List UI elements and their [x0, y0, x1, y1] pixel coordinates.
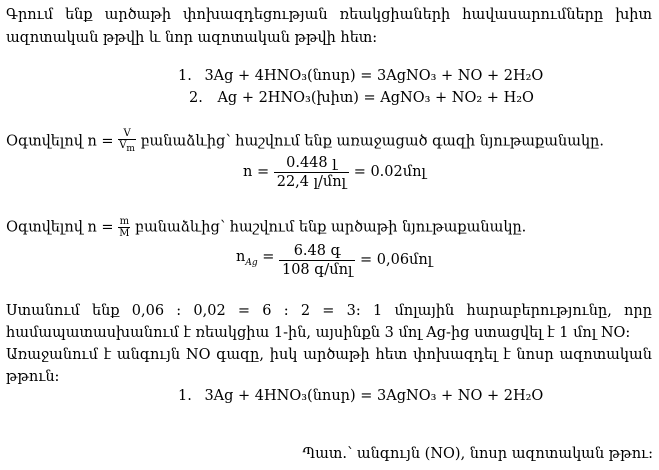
- gas-formula-sentence: [6, 128, 604, 155]
- reaction-1-equation: 3Ag + 4HNO₃(նոսր) = 3AgNO₃ + NO + 2H₂O: [204, 68, 544, 84]
- conclusion-line-1: Ստանում ենք 0,06 : 0,02 = 6 : 2 = 3: 1 մոլային հարաբերությունը, որը: [6, 303, 652, 319]
- gas-formula-numerator: V: [118, 128, 136, 140]
- intro-line-1: Գրում ենք արծաթի փոխազդեցության ռեակցիաների հավասարումները խիտ: [6, 7, 652, 23]
- silver-calc-denominator: 108 գ/մոլ: [281, 262, 353, 278]
- gas-formula-fraction: [118, 128, 136, 155]
- gas-calc-fraction: [274, 154, 349, 191]
- silver-calc-result: = 0,06մոլ: [360, 252, 433, 268]
- reaction-1-number: 1.: [178, 68, 192, 84]
- conclusion-line-2: համապատասխանում է ռեակցիա 1-ին, այսինքն 3 մոլ Ag-ից ստացվել է 1 մոլ NO:: [6, 325, 631, 341]
- reaction-2: [189, 88, 534, 109]
- gas-formula-denominator: $V_m$: [119, 140, 135, 154]
- gas-formula-tail: բանաձևից՝ հաշվում ենք առաջացած գազի նյութաքանակը.: [140, 133, 604, 150]
- answer-line: Պատ.՝ անգույն (NO), նոսր ազոտական թթու:: [302, 446, 653, 462]
- silver-calculation: [236, 242, 432, 279]
- silver-calc-numerator: 6.48 գ: [279, 242, 355, 261]
- conclusion-line-3: Առաջանում է անգույն NO գազը, իսկ արծաթի հետ փոխազդել է նոսր ազոտական: [6, 347, 652, 363]
- gas-calc-result: = 0.02մոլ: [353, 164, 426, 180]
- gas-calc-lhs: n =: [243, 164, 270, 180]
- final-reaction: [178, 386, 543, 407]
- silver-formula-numerator: m: [119, 216, 130, 227]
- silver-formula-sentence: [6, 216, 526, 239]
- final-reaction-equation: 3Ag + 4HNO₃(նոսր) = 3AgNO₃ + NO + 2H₂O: [204, 388, 544, 404]
- silver-formula-lead: Օգտվելով n =: [6, 219, 114, 236]
- reaction-2-equation: Ag + 2HNO₃(խիտ) = AgNO₃ + NO₂ + H₂O: [217, 90, 534, 106]
- gas-calc-numerator: 0.448 լ: [274, 154, 349, 173]
- silver-calc-lhs: $n_{Ag}$ =: [236, 249, 275, 268]
- conclusion-line-4: թթուն:: [6, 369, 60, 385]
- silver-formula-denominator: M: [119, 228, 130, 239]
- gas-formula-lead: Օգտվելով n =: [6, 133, 114, 150]
- final-reaction-number: 1.: [178, 388, 192, 404]
- reaction-2-number: 2.: [189, 90, 203, 106]
- silver-calc-fraction: [279, 242, 355, 279]
- silver-formula-fraction: [118, 216, 130, 239]
- gas-calc-denominator: 22,4 լ/մոլ: [276, 174, 347, 190]
- reaction-1: [178, 66, 543, 87]
- intro-line-2: ազոտական թթվի և նոր ազոտական թթվի հետ:: [6, 30, 378, 46]
- gas-calculation: [243, 154, 426, 191]
- silver-formula-tail: բանաձևից՝ հաշվում ենք արծաթի նյութաքանակը.: [135, 219, 527, 236]
